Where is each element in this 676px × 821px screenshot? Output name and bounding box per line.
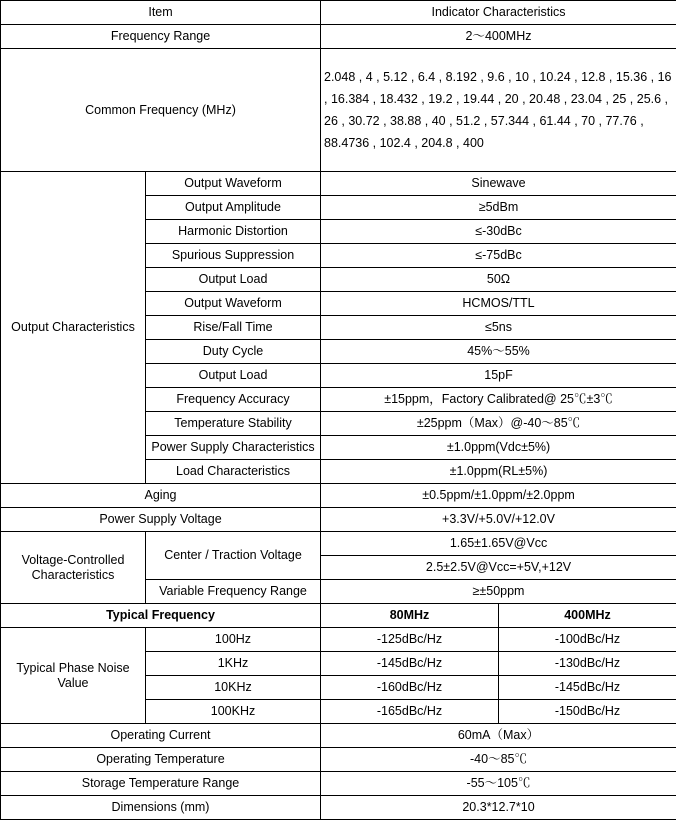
output-param-label: Harmonic Distortion	[146, 220, 321, 244]
phase-noise-80mhz-value: -165dBc/Hz	[321, 700, 499, 724]
header-row	[1, 1, 676, 25]
output-param-value: ≥5dBm	[321, 196, 676, 220]
vc-center-value-1: 1.65±1.65V@Vcc	[321, 532, 676, 556]
output-param-label: Temperature Stability	[146, 412, 321, 436]
typical-frequency-400mhz: 400MHz	[499, 604, 676, 628]
power-supply-voltage-value: +3.3V/+5.0V/+12.0V	[321, 508, 676, 532]
output-param-value: 15pF	[321, 364, 676, 388]
operating-current-value: 60mA（Max）	[321, 724, 676, 748]
output-param-value: 45%～55%	[321, 340, 676, 364]
aging-value: ±0.5ppm/±1.0ppm/±2.0ppm	[321, 484, 676, 508]
vc-label: Voltage-Controlled Characteristics	[1, 532, 146, 604]
header-characteristics: Indicator Characteristics	[321, 1, 676, 25]
output-param-label: Rise/Fall Time	[146, 316, 321, 340]
operating-current-label: Operating Current	[1, 724, 321, 748]
power-supply-voltage-label: Power Supply Voltage	[1, 508, 321, 532]
dimensions-value: 20.3*12.7*10	[321, 796, 676, 820]
frequency-range-label: Frequency Range	[1, 25, 321, 49]
operating-temperature-row	[1, 748, 676, 772]
output-param-value: ≤-30dBc	[321, 220, 676, 244]
operating-temperature-label: Operating Temperature	[1, 748, 321, 772]
operating-temperature-value: -40～85℃	[321, 748, 676, 772]
output-param-label: Output Waveform	[146, 292, 321, 316]
phase-noise-400mhz-value: -150dBc/Hz	[499, 700, 676, 724]
output-param-label: Load Characteristics	[146, 460, 321, 484]
vc-row	[1, 532, 676, 556]
phase-noise-80mhz-value: -125dBc/Hz	[321, 628, 499, 652]
output-param-label: Power Supply Characteristics	[146, 436, 321, 460]
phase-noise-offset: 1KHz	[146, 652, 321, 676]
phase-noise-offset: 100KHz	[146, 700, 321, 724]
aging-row	[1, 484, 676, 508]
output-param-value: ≤5ns	[321, 316, 676, 340]
output-param-value: HCMOS/TTL	[321, 292, 676, 316]
output-characteristics-label: Output Characteristics	[1, 172, 146, 484]
output-param-label: Output Load	[146, 364, 321, 388]
output-param-value: ±1.0ppm(Vdc±5%)	[321, 436, 676, 460]
typical-frequency-label: Typical Frequency	[1, 604, 321, 628]
frequency-range-row	[1, 25, 676, 49]
output-param-label: Frequency Accuracy	[146, 388, 321, 412]
vc-variable-label: Variable Frequency Range	[146, 580, 321, 604]
power-supply-voltage-row	[1, 508, 676, 532]
output-param-value: ±15ppm，Factory Calibrated@ 25℃±3℃	[321, 388, 676, 412]
storage-temperature-label: Storage Temperature Range	[1, 772, 321, 796]
output-param-value: 50Ω	[321, 268, 676, 292]
aging-label: Aging	[1, 484, 321, 508]
common-frequency-value: 2.048 , 4 , 5.12 , 6.4 , 8.192 , 9.6 , 10 , 10.24 , 12.8 , 15.36 , 16 , 16.384 , 18.432 , 19.2 , 19.44 , 20 , 20.48 , 23.04 , 25 , 25.6 , 26 , 30.72 , 38.88 , 40 , 51.2 , 57.344 , 61.44 , 70 , 77.76 , 88.4736 , 102.4 , 204.8 , 400	[321, 49, 676, 172]
phase-noise-400mhz-value: -100dBc/Hz	[499, 628, 676, 652]
phase-noise-400mhz-value: -130dBc/Hz	[499, 652, 676, 676]
storage-temperature-row	[1, 772, 676, 796]
phase-noise-80mhz-value: -160dBc/Hz	[321, 676, 499, 700]
phase-noise-row	[1, 628, 676, 652]
output-param-value: Sinewave	[321, 172, 676, 196]
output-param-value: ±25ppm（Max）@-40～85℃	[321, 412, 676, 436]
output-param-value: ≤-75dBc	[321, 244, 676, 268]
header-item: Item	[1, 1, 321, 25]
common-frequency-row	[1, 49, 676, 172]
dimensions-row	[1, 796, 676, 820]
dimensions-label: Dimensions (mm)	[1, 796, 321, 820]
storage-temperature-value: -55～105℃	[321, 772, 676, 796]
output-param-label: Output Amplitude	[146, 196, 321, 220]
output-param-label: Output Waveform	[146, 172, 321, 196]
output-param-label: Spurious Suppression	[146, 244, 321, 268]
common-frequency-label: Common Frequency (MHz)	[1, 49, 321, 172]
output-row	[1, 172, 676, 196]
phase-noise-80mhz-value: -145dBc/Hz	[321, 652, 499, 676]
vc-center-value-2: 2.5±2.5V@Vcc=+5V,+12V	[321, 556, 676, 580]
phase-noise-label: Typical Phase Noise Value	[1, 628, 146, 724]
vc-center-label: Center / Traction Voltage	[146, 532, 321, 580]
operating-current-row	[1, 724, 676, 748]
typical-frequency-80mhz: 80MHz	[321, 604, 499, 628]
phase-noise-offset: 10KHz	[146, 676, 321, 700]
output-param-label: Output Load	[146, 268, 321, 292]
output-param-value: ±1.0ppm(RL±5%)	[321, 460, 676, 484]
output-param-label: Duty Cycle	[146, 340, 321, 364]
frequency-range-value: 2～400MHz	[321, 25, 676, 49]
phase-noise-offset: 100Hz	[146, 628, 321, 652]
vc-variable-value: ≥±50ppm	[321, 580, 676, 604]
typical-frequency-row	[1, 604, 676, 628]
phase-noise-400mhz-value: -145dBc/Hz	[499, 676, 676, 700]
